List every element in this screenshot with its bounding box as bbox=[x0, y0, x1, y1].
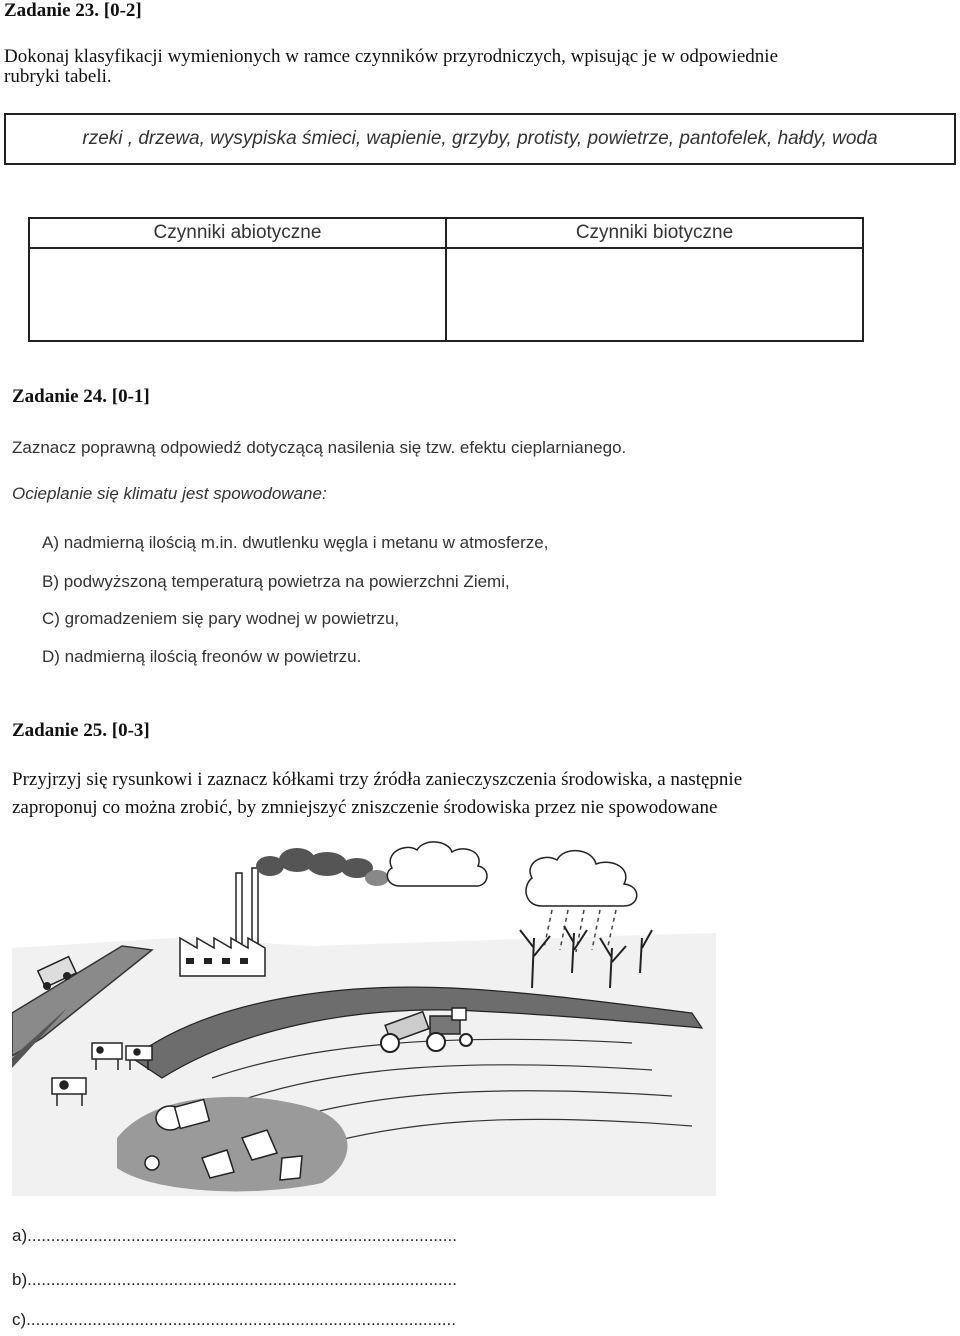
classification-table bbox=[28, 217, 864, 342]
option-d[interactable]: D) nadmierną ilością freonów w powietrzu. bbox=[42, 647, 362, 666]
abiotic-answer-cell[interactable] bbox=[29, 248, 446, 341]
option-a[interactable]: A) nadmierną ilością m.in. dwutlenku węgla i metanu w atmosferze, bbox=[42, 533, 549, 552]
answer-line-c[interactable]: c)........................................................................................... bbox=[12, 1310, 456, 1329]
task23-title: Zadanie 23. [0-2] bbox=[4, 0, 142, 21]
pollution-landscape-illustration[interactable] bbox=[12, 838, 716, 1196]
task23-instruction-line2: rubryki tabeli. bbox=[4, 66, 112, 87]
word-list: rzeki , drzewa, wysypiska śmieci, wapienie, grzyby, protisty, powietrze, pantofelek, hałdy, woda bbox=[82, 128, 878, 149]
task25-instruction-line2: zaproponuj co można zrobić, by zmniejszyć zniszczenie środowiska przez nie spowodowane bbox=[12, 797, 718, 818]
task24-title: Zadanie 24. [0-1] bbox=[12, 386, 150, 407]
task24-instruction: Zaznacz poprawną odpowiedź dotyczącą nasilenia się tzw. efektu cieplarnianego. bbox=[12, 438, 627, 457]
task24-question: Ocieplanie się klimatu jest spowodowane: bbox=[12, 484, 327, 503]
answer-line-b[interactable]: b)........................................................................................... bbox=[12, 1270, 457, 1289]
abiotic-header: Czynniki abiotyczne bbox=[29, 218, 446, 248]
task25-instruction-line1: Przyjrzyj się rysunkowi i zaznacz kółkami trzy źródła zanieczyszczenia środowiska, a następnie bbox=[12, 769, 743, 790]
task23-instruction-line1: Dokonaj klasyfikacji wymienionych w ramce czynników przyrodniczych, wpisując je w odpowiednie bbox=[4, 46, 779, 67]
biotic-header: Czynniki biotyczne bbox=[446, 218, 863, 248]
biotic-answer-cell[interactable] bbox=[446, 248, 863, 341]
answer-line-a[interactable]: a)........................................................................................... bbox=[12, 1226, 457, 1245]
task25-title: Zadanie 25. [0-3] bbox=[12, 720, 150, 741]
option-b[interactable]: B) podwyższoną temperaturą powietrza na powierzchni Ziemi, bbox=[42, 572, 510, 591]
option-c[interactable]: C) gromadzeniem się pary wodnej w powietrzu, bbox=[42, 609, 400, 628]
word-box bbox=[4, 113, 956, 165]
